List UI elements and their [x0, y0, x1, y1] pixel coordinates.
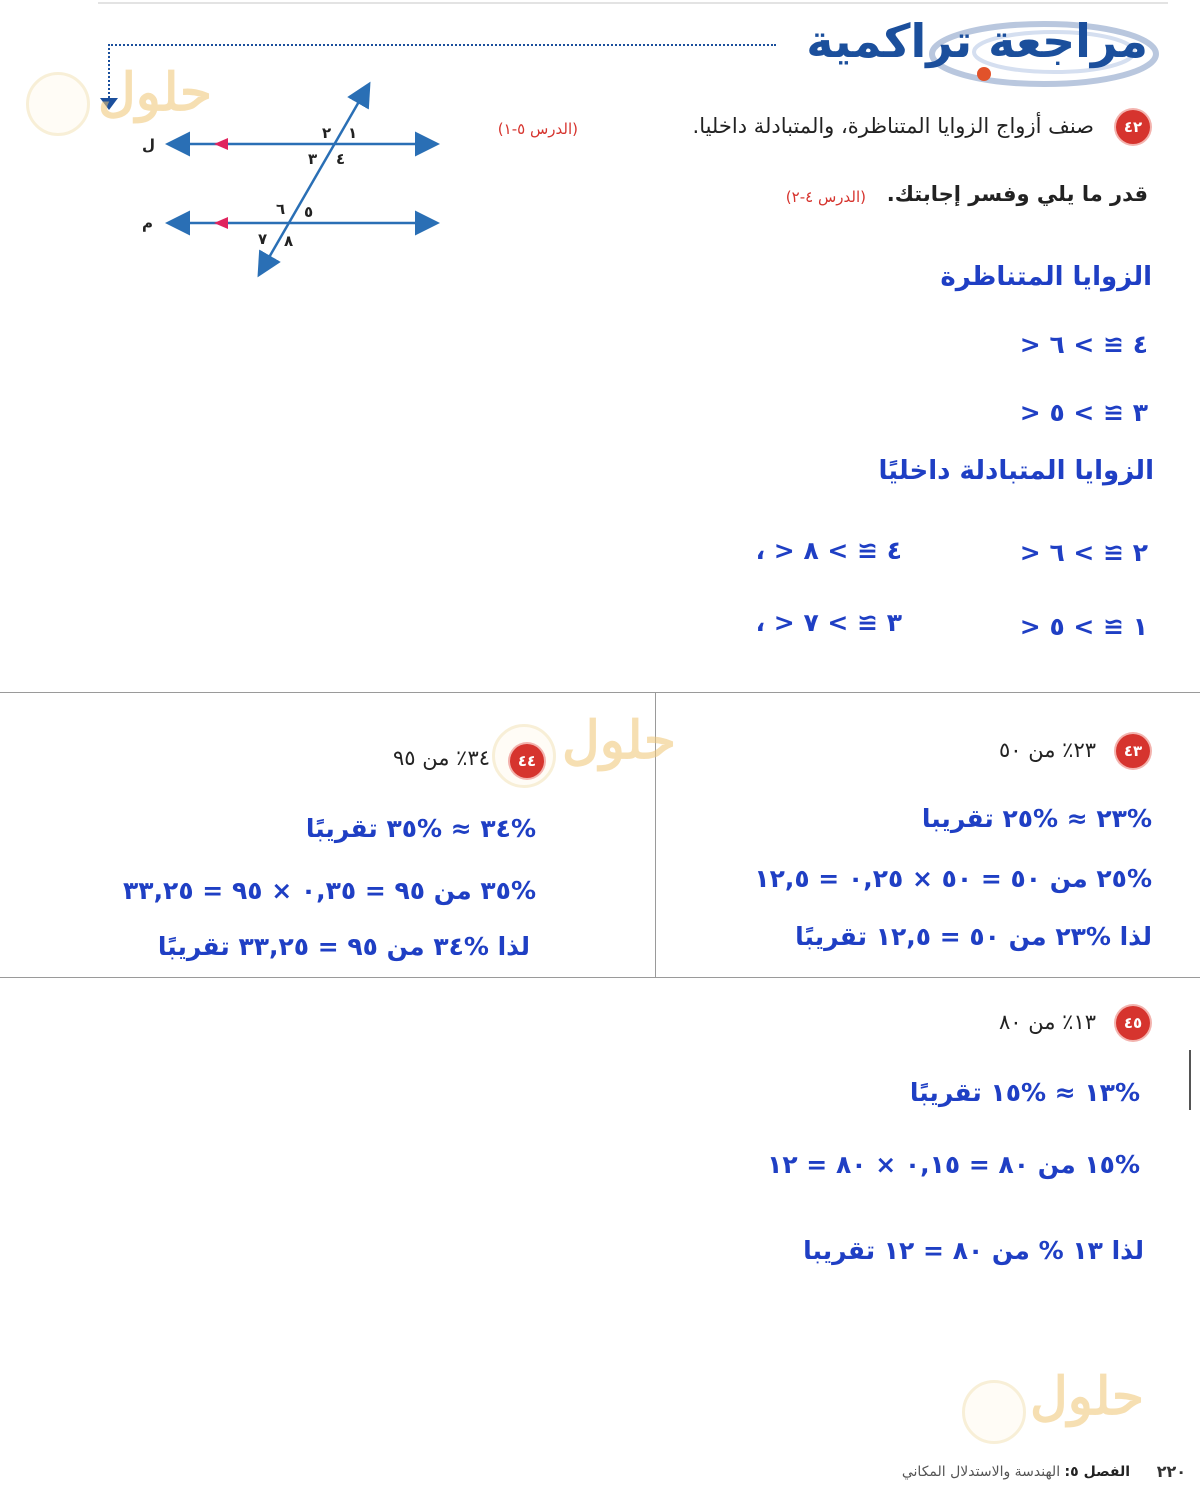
angle-label-1: ١ — [348, 124, 358, 142]
q45-step: %١٥ من ٨٠ = ٠,١٥ × ٨٠ = ١٢ — [767, 1150, 1140, 1179]
chapter-label: الفصل ٥: — [1064, 1464, 1130, 1480]
question-42-text: صنف أزواج الزوايا المتناظرة، والمتبادلة داخليا. — [692, 114, 1094, 138]
chapter-title: الهندسة والاستدلال المكاني — [901, 1464, 1061, 1480]
watermark-text: حلول — [562, 710, 677, 771]
chapter-footer — [902, 1464, 1130, 1480]
q43-step: %٢٣ ≈ %٢٥ تقريبا — [921, 804, 1152, 833]
angle-label-3: ٣ — [308, 150, 318, 168]
alternate-pair: > ١ ≅ > ٥ — [1019, 612, 1148, 641]
q43-step: لذا %٢٣ من ٥٠ = ١٢,٥ تقريبًا — [795, 922, 1152, 951]
alternate-pair: ، > ٣ ≅ > ٧ — [755, 608, 902, 637]
alternate-angles-heading: الزوايا المتبادلة داخليًا — [878, 456, 1154, 486]
q45-step: لذا ١٣ % من ٨٠ = ١٢ تقريبا — [803, 1236, 1144, 1265]
page-number: ٢٢٠ — [1156, 1462, 1186, 1481]
title-dotted-line — [108, 44, 776, 46]
question-number-badge: ٤٣ — [1116, 734, 1150, 768]
line-label-m: م — [142, 214, 153, 232]
angle-label-6: ٦ — [276, 200, 286, 218]
watermark-text: حلول — [1030, 1366, 1145, 1427]
watermark-book-icon — [962, 1380, 1026, 1444]
watermark-book-icon — [26, 72, 90, 136]
q44-step: %٣٤ ≈ %٣٥ تقريبًا — [305, 814, 536, 843]
watermark-logo — [26, 72, 90, 136]
corresponding-pair: > ٣ ≅ > ٥ — [1019, 398, 1148, 427]
angle-label-4: ٤ — [336, 150, 346, 168]
corresponding-angles-heading: الزوايا المتناظرة — [940, 262, 1152, 292]
question-43-prompt: ٢٣٪ من ٥٠ — [999, 738, 1096, 762]
corresponding-pair: > ٤ ≅ > ٦ — [1019, 330, 1148, 359]
angle-label-2: ٢ — [322, 124, 332, 142]
question-44-prompt: ٣٤٪ من ٩٥ — [393, 746, 490, 770]
estimate-instruction: قدر ما يلي وفسر إجابتك. — [886, 182, 1148, 206]
parallel-mark-m — [214, 217, 228, 229]
parallel-lines-figure — [130, 78, 460, 283]
question-number-badge: ٤٤ — [510, 744, 544, 778]
question-number-badge: ٤٢ — [1116, 110, 1150, 144]
angle-label-8: ٨ — [284, 232, 294, 250]
page-title: مراجعة تراكمية — [806, 14, 1148, 68]
angle-label-7: ٧ — [258, 230, 268, 248]
transversal — [260, 86, 368, 273]
lesson-reference: (الدرس ٤-٢) — [785, 188, 866, 206]
alternate-pair: > ٢ ≅ > ٦ — [1019, 538, 1148, 567]
q44-step: لذا %٣٤ من ٩٥ = ٣٣,٢٥ تقريبًا — [157, 932, 530, 961]
section-divider — [0, 977, 1200, 978]
question-45-prompt: ١٣٪ من ٨٠ — [999, 1010, 1096, 1034]
top-rule — [98, 2, 1168, 4]
margin-mark — [1189, 1050, 1191, 1110]
question-number-badge: ٤٥ — [1116, 1006, 1150, 1040]
q45-step: %١٣ ≈ %١٥ تقريبًا — [909, 1078, 1140, 1107]
watermark-text: حلول — [98, 62, 213, 123]
angle-label-5: ٥ — [304, 203, 314, 221]
line-label-l: ل — [142, 136, 156, 154]
lesson-reference: (الدرس ٥-١) — [497, 120, 578, 138]
watermark-logo — [962, 1380, 1026, 1444]
section-divider — [0, 692, 1200, 693]
q43-step: %٢٥ من ٥٠ = ٥٠ × ٠,٢٥ = ١٢,٥ — [754, 864, 1152, 893]
q44-step: %٣٥ من ٩٥ = ٠,٣٥ × ٩٥ = ٣٣,٢٥ — [123, 876, 536, 905]
alternate-pair: ، > ٤ ≅ > ٨ — [755, 536, 902, 565]
parallel-mark-l — [214, 138, 228, 150]
